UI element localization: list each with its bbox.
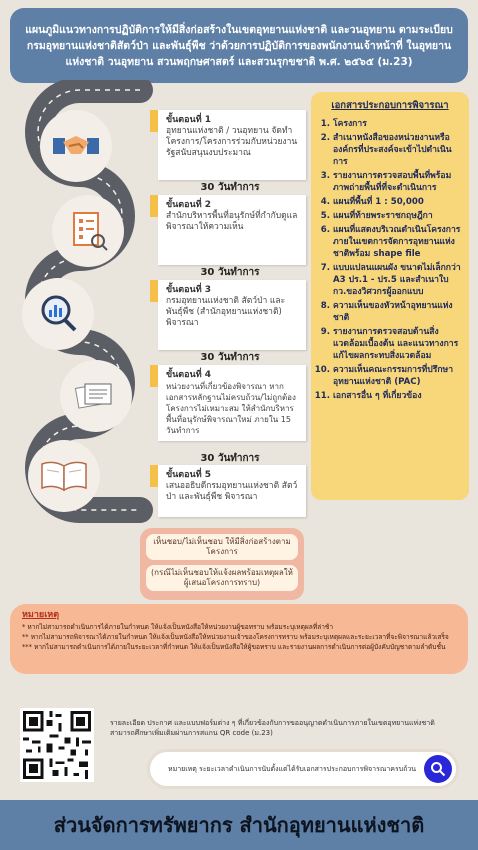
document-item: 8. ความเห็นของหัวหน้าอุทยานแห่งชาติ (333, 300, 461, 324)
step-2-label: ขั้นตอนที่ 2 (166, 200, 212, 210)
step-4-label: ขั้นตอนที่ 4 (166, 370, 212, 380)
document-item: 3. รายงานการตรวจสอบพื้นที่พร้อมภาพถ่ายพื้นที่ที่จะดำเนินการ (333, 170, 461, 194)
search-bar-text: หมายเหตุ ระยะเวลาดำเนินการนับตั้งแต่ได้รับเอกสารประกอบการพิจารณาครบถ้วน (168, 765, 417, 773)
days-label-3: 30 วันทำการ (200, 352, 260, 363)
document-item: 10. ความเห็นคณะกรรมการที่ปรึกษาอุทยานแห่งชาติ (PAC) (333, 364, 461, 388)
outcome-reject: (กรณีไม่เห็นชอบให้แจ้งผลพร้อมเหตุผลให้ผู้เสนอโครงการทราบ) (146, 565, 298, 591)
magnifier-chart-icon (22, 278, 94, 350)
days-label-2: 30 วันทำการ (200, 267, 260, 278)
footer (0, 800, 478, 850)
document-item: 2. สำเนาหนังสือของหน่วยงานหรือองค์กรที่ประสงค์จะเข้าไปดำเนินการ (333, 132, 461, 168)
info-text: รายละเอียด ประกาศ และแบบฟอร์มต่าง ๆ ที่เกี่ยวข้องกับการขออนุญาตดำเนินการภายในเขตอุทยานแห่งชาติ สามารถศึกษาเพิ่มเติมผ่านการสแกน QR code (ม.23) (110, 719, 435, 737)
step-3-label: ขั้นตอนที่ 3 (166, 285, 212, 295)
document-item: 6. แผนที่แสดงบริเวณดำเนินโครงการภายในเขตการจัดการอุทยานแห่งชาติพร้อม shape file (333, 224, 461, 260)
document-item: 5. แผนที่ท้ายพระราชกฤษฎีกา (333, 210, 461, 222)
document-item: 9. รายงานการตรวจสอบด้านสิ่งแวดล้อมเบื้องต้น และแนวทางการแก้ไขผลกระทบสิ่งแวดล้อม (333, 326, 461, 362)
document-item: 4. แผนที่พื้นที่ 1 : 50,000 (333, 196, 461, 208)
page-title-text: แผนภูมิแนวทางการปฏิบัติการให้มีสิ่งก่อสร้างในเขตอุทยานแห่งชาติ และวนอุทยาน ตามระเบียบกรมอุทยานแห่งชาติสัตว์ป่า และพันธุ์พืช ว่าด้วยการปฏิบัติการของพนักงานเจ้าหน้าที่ ในอุทยานแห่งชาติ วนอุทยาน สวนพฤกษศาสตร์ และสวนรุกขชาติ พ.ศ. ๒๕๖๕ (ม.23) (25, 23, 453, 68)
checklist-icon (52, 195, 124, 267)
step-1-text: อุทยานแห่งชาติ / วนอุทยาน จัดทำโครงการ/โครงการร่วมกับหน่วยงานรัฐสนับสนุนงบประมาณ (166, 126, 298, 158)
outcome-approve: เห็นชอบ/ไม่เห็นชอบ ให้มีสิ่งก่อสร้างตามโครงการ (146, 534, 298, 560)
note-line: * หากไม่สามารถดำเนินการได้ภายในกำหนด ให้แจ้งเป็นหนังสือให้หน่วยงานผู้ขอทราบ พร้อมระบุเหตุผลที่ล่าช้า (22, 623, 334, 631)
search-bar[interactable] (150, 752, 456, 786)
notes-heading: หมายเหตุ (22, 610, 60, 620)
step-2-text: สำนักบริหารพื้นที่อนุรักษ์ที่กำกับดูแล พิจารณาให้ความเห็น (166, 211, 298, 232)
document-item: 11. เอกสารอื่น ๆ ที่เกี่ยวข้อง (333, 390, 461, 402)
note-line: *** หากไม่สามารถดำเนินการได้ภายในระยะเวลาที่กำหนด ให้แจ้งเป็นหนังสือให้ผู้ขอทราบ และรายงานผลการดำเนินการต่อผู้บังคับบัญชาตามลำดับชั้น (22, 643, 446, 651)
note-line: ** หากไม่สามารถพิจารณาได้ภายในกำหนด ให้แจ้งเป็นหนังสือให้หน่วยงานเจ้าของโครงการทราบ พร้อมระบุเหตุผลและระยะเวลาที่จะพิจารณาแล้วเสร็จ (22, 633, 449, 641)
search-button[interactable] (424, 755, 452, 783)
step-1-label: ขั้นตอนที่ 1 (166, 115, 212, 125)
step-5-label: ขั้นตอนที่ 5 (166, 470, 212, 480)
footer-text: ส่วนจัดการทรัพยากร สำนักอุทยานแห่งชาติ (53, 813, 425, 837)
step-2-card (158, 195, 306, 265)
documents-panel (311, 92, 469, 500)
document-item: 7. แบบแปลนแผนผัง ขนาดไม่เล็กกว่า A3 ปร.1 - ปร.5 และสำเนาใบ กว.ของวิศวกรผู้ออกแบบ (333, 262, 461, 298)
page-title (10, 8, 468, 83)
step-5-card (158, 465, 306, 517)
qr-code[interactable] (20, 708, 94, 782)
search-icon (430, 761, 446, 777)
handshake-icon (40, 110, 112, 182)
days-label-1: 30 วันทำการ (200, 182, 260, 193)
documents-list (319, 118, 461, 402)
step-4-text: หน่วยงานที่เกี่ยวข้องพิจารณา หากเอกสารหลักฐานไม่ครบถ้วน/ไม่ถูกต้อง โครงการไม่เหมาะสม ให้สำนักบริหารพื้นที่อนุรักษ์พิจารณาใหม่ ภายใน 15 วันทำการ (166, 382, 296, 435)
notes-panel (10, 604, 468, 674)
step-1-card (158, 110, 306, 180)
open-book-icon (28, 440, 100, 512)
days-label-4: 30 วันทำการ (200, 453, 260, 464)
outcome-box (140, 528, 304, 600)
documents-heading: เอกสารประกอบการพิจารณา (331, 100, 449, 111)
step-4-card (158, 365, 306, 441)
document-item: 1. โครงการ (333, 118, 461, 130)
step-5-text: เสนออธิบดีกรมอุทยานแห่งชาติ สัตว์ป่า และพันธุ์พืช พิจารณา (166, 481, 298, 502)
step-3-text: กรมอุทยานแห่งชาติ สัตว์ป่า และพันธุ์พืช (สำนักอุทยานแห่งชาติ) พิจารณา (166, 296, 286, 328)
documents-icon (60, 360, 132, 432)
step-3-card (158, 280, 306, 350)
